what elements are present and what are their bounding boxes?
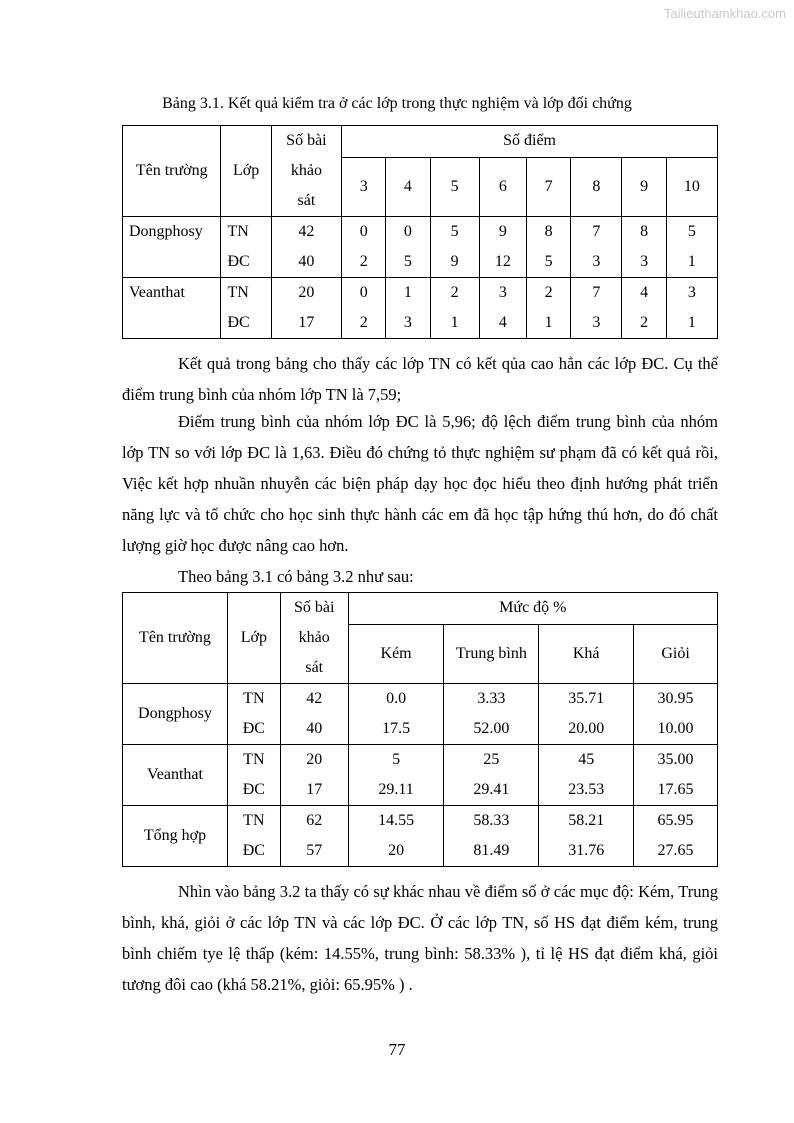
score-header: 4 (386, 157, 430, 216)
class-label: TN (227, 284, 249, 301)
value-cell: 1 (450, 314, 459, 331)
value-cell: 1 (687, 314, 696, 331)
header-level: Mức độ % (348, 593, 717, 625)
results-table-3-2 (122, 592, 718, 867)
value-cell: 8 (544, 223, 553, 240)
value-cell: 5 (403, 253, 412, 270)
table-row (123, 217, 718, 278)
paragraph-1: Kết quả trong bảng cho thấy các lớp TN có kết qủa cao hẳn các lớp ĐC. Cụ thể điểm trung bình của nhóm lớp TN là 7,59; (122, 354, 718, 404)
value-cell: 0.0 (386, 690, 407, 707)
value-cell: 2 (640, 314, 649, 331)
header-count-line: khảo (298, 629, 330, 646)
table-row (123, 745, 718, 806)
value-cell: 58.33 (473, 812, 510, 829)
value-cell: 29.11 (378, 781, 414, 798)
school-name: Veanthat (123, 745, 228, 806)
class-label: TN (227, 223, 249, 240)
class-label: TN (243, 751, 265, 768)
value-cell: 10.00 (657, 720, 694, 737)
value-cell: 2 (544, 284, 553, 301)
value-cell: 65.95 (657, 812, 694, 829)
class-label: ĐC (227, 253, 250, 270)
value-cell: 27.65 (657, 842, 694, 859)
score-header: 10 (666, 157, 717, 216)
paragraph-4: Nhìn vào bảng 3.2 ta thấy có sự khác nhau về điểm số ở các mục độ: Kém, Trung bình, khá, giỏi ở các lớp TN và các lớp ĐC. Ở các lớp TN, số HS đạt điểm kém, trung bình chiếm tye lệ thấp (kém: 14.55%, trung bình: 58.33% ), tỉ lệ HS đạt điểm khá, giỏi tương đôi cao (khá 58.21%, giỏi: 65.95% ) . (122, 882, 718, 994)
value-cell: 8 (640, 223, 649, 240)
value-cell: 35.71 (568, 690, 605, 707)
value-cell: 30.95 (657, 690, 694, 707)
value-cell: 17.65 (657, 781, 694, 798)
value-cell: 3.33 (477, 690, 506, 707)
value-cell: 0 (359, 223, 368, 240)
count-cell: 62 (306, 812, 323, 829)
value-cell: 5 (687, 223, 696, 240)
value-cell: 5 (544, 253, 553, 270)
value-cell: 3 (403, 314, 412, 331)
watermark: Tailieuthamkhao.com (663, 6, 786, 21)
value-cell: 31.76 (568, 842, 605, 859)
header-count-line: sát (297, 192, 316, 209)
class-label: ĐC (242, 781, 265, 798)
value-cell: 3 (498, 284, 507, 301)
value-cell: 17.5 (382, 720, 411, 737)
header-count-line: khảo (290, 162, 322, 179)
school-name: Dongphosy (123, 684, 228, 745)
table1-caption: Bảng 3.1. Kết quả kiểm tra ở các lớp trong thực nghiệm và lớp đối chứng (162, 95, 632, 112)
table-row (123, 684, 718, 745)
school-name: Dongphosy (129, 223, 203, 240)
class-label: TN (243, 690, 265, 707)
value-cell: 0 (403, 223, 412, 240)
value-cell: 14.55 (378, 812, 415, 829)
table-row (123, 278, 718, 339)
count-cell: 42 (306, 690, 323, 707)
score-header: 8 (571, 157, 622, 216)
value-cell: 20 (388, 842, 405, 859)
header-count-line: Số bài (294, 599, 335, 616)
paragraph-2: Điểm trung bình của nhóm lớp ĐC là 5,96; độ lệch điểm trung bình của nhóm lớp TN so với lớp ĐC là 1,63. Điều đó chứng tỏ thực nghiệm sư phạm đã có kết quả rồi, Việc kết hợp nhuần nhuyễn các biện pháp dạy học đọc hiểu theo định hướng phát triển năng lực và tổ chức cho học sinh thực hành các em đã học tập hứng thú hơn, do đó chất lượng giờ học được nâng cao hơn. (122, 412, 718, 555)
count-cell: 42 (298, 223, 315, 240)
results-table-3-1 (122, 125, 718, 339)
header-count-line: sát (305, 659, 324, 676)
header-count (271, 126, 341, 217)
value-cell: 5 (392, 751, 401, 768)
count-cell: 57 (306, 842, 323, 859)
value-cell: 2 (359, 253, 368, 270)
value-cell: 4 (640, 284, 649, 301)
value-cell: 9 (498, 223, 507, 240)
school-name: Tổng hợp (123, 806, 228, 867)
header-class: Lớp (221, 126, 271, 217)
value-cell: 29.41 (473, 781, 510, 798)
value-cell: 81.49 (473, 842, 510, 859)
value-cell: 45 (578, 751, 595, 768)
score-header: 5 (430, 157, 479, 216)
value-cell: 4 (498, 314, 507, 331)
value-cell: 52.00 (473, 720, 510, 737)
score-header: 9 (622, 157, 666, 216)
score-header: 6 (479, 157, 526, 216)
value-cell: 2 (359, 314, 368, 331)
class-label: ĐC (227, 314, 250, 331)
value-cell: 58.21 (568, 812, 605, 829)
value-cell: 3 (640, 253, 649, 270)
level-header: Khá (539, 624, 634, 683)
class-label: ĐC (242, 720, 265, 737)
value-cell: 20.00 (568, 720, 605, 737)
value-cell: 1 (403, 284, 412, 301)
level-header: Trung bình (444, 624, 539, 683)
school-name: Veanthat (129, 284, 185, 301)
header-school: Tên trường (123, 126, 221, 217)
header-count-line: Số bài (286, 132, 327, 149)
value-cell: 3 (687, 284, 696, 301)
count-cell: 20 (306, 751, 323, 768)
class-label: ĐC (242, 842, 265, 859)
value-cell: 1 (687, 253, 696, 270)
value-cell: 7 (592, 223, 601, 240)
class-label: TN (243, 812, 265, 829)
value-cell: 2 (450, 284, 459, 301)
value-cell: 7 (592, 284, 601, 301)
level-header: Giỏi (634, 624, 718, 683)
count-cell: 20 (298, 284, 315, 301)
value-cell: 9 (450, 253, 459, 270)
header-class: Lớp (227, 593, 280, 684)
value-cell: 23.53 (568, 781, 605, 798)
score-header: 3 (342, 157, 386, 216)
count-cell: 17 (298, 314, 315, 331)
table-row (123, 806, 718, 867)
level-header: Kém (348, 624, 444, 683)
header-school: Tên trường (123, 593, 228, 684)
value-cell: 3 (592, 314, 601, 331)
header-scores: Số điểm (342, 126, 718, 158)
value-cell: 5 (450, 223, 459, 240)
page-number: 77 (388, 1040, 406, 1059)
score-header: 7 (526, 157, 570, 216)
value-cell: 0 (359, 284, 368, 301)
value-cell: 12 (494, 253, 511, 270)
paragraph-3: Theo bảng 3.1 có bảng 3.2 như sau: (178, 567, 414, 586)
value-cell: 1 (544, 314, 553, 331)
count-cell: 40 (306, 720, 323, 737)
count-cell: 40 (298, 253, 315, 270)
value-cell: 3 (592, 253, 601, 270)
count-cell: 17 (306, 781, 323, 798)
header-count (280, 593, 348, 684)
value-cell: 35.00 (657, 751, 694, 768)
value-cell: 25 (483, 751, 500, 768)
